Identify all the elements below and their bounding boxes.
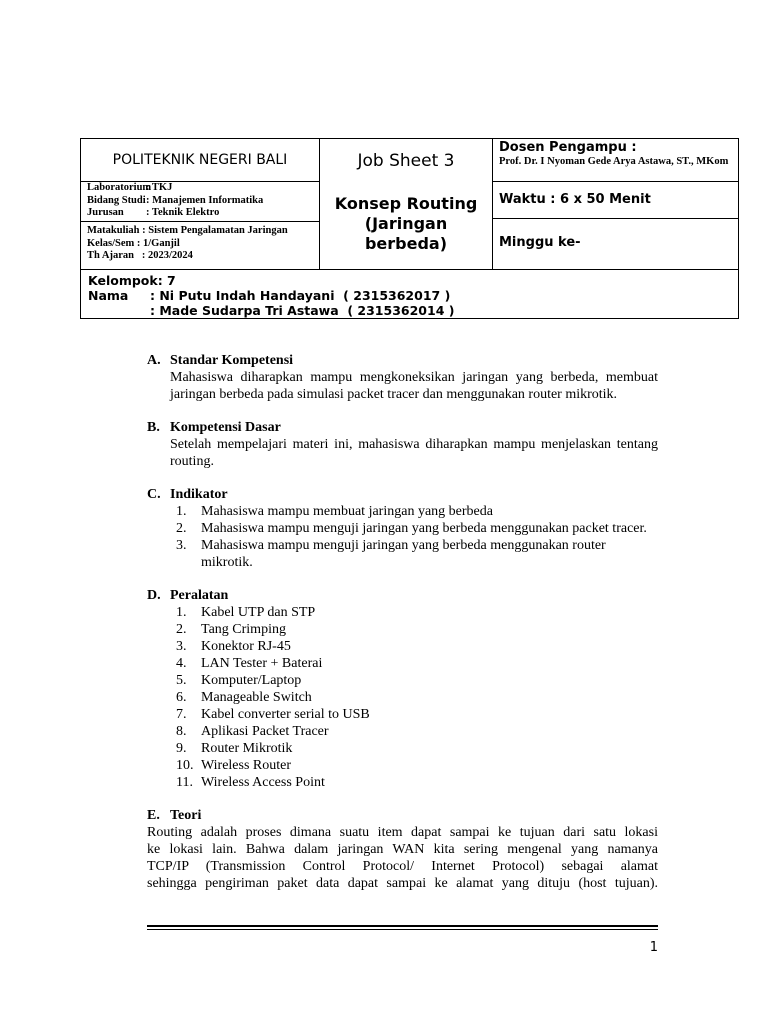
lab-value: : Teknik Elektro: [146, 207, 220, 218]
member-name: : Made Sudarpa Tri Astawa ( 2315362014 ): [150, 303, 455, 318]
list-text: Aplikasi Packet Tracer: [201, 724, 329, 739]
section-e: [147, 807, 658, 892]
member-row: [88, 288, 728, 303]
name-label-spacer: [88, 303, 150, 318]
list-number: 8.: [176, 724, 187, 739]
group-info: [88, 273, 728, 318]
footer-rule-thick: [147, 925, 658, 927]
list-text: Tang Crimping: [201, 622, 286, 637]
list-item: [147, 740, 658, 757]
list-number: 2.: [176, 622, 187, 637]
lab-info: [87, 182, 317, 220]
section-number: D.: [147, 588, 161, 603]
list-item: [147, 723, 658, 740]
lecturer-name: Prof. Dr. I Nyoman Gede Arya Astawa, ST., MKom: [499, 156, 729, 167]
theory-line: TCP/IP (Transmission Control Protocol/ Internet Protocol) sebagai alamat: [147, 859, 658, 874]
list-number: 5.: [176, 673, 187, 688]
list-item: [147, 689, 658, 706]
section-text: Setelah mempelajari materi ini, mahasiswa diharapkan mampu menjelaskan tentang routing.: [170, 437, 658, 469]
list-number: 1.: [176, 605, 187, 620]
table-divider: [492, 218, 738, 219]
list-number: 6.: [176, 690, 187, 705]
list-number: 11.: [176, 775, 193, 790]
theory-paragraph: [147, 824, 658, 892]
list-text: Kabel converter serial to USB: [201, 707, 370, 722]
footer-rule-thin: [147, 929, 658, 930]
lab-key: Laboratorium: [87, 182, 152, 193]
section-number: A.: [147, 353, 161, 368]
list-item: [147, 655, 658, 672]
member-name: : Ni Putu Indah Handayani ( 2315362017 ): [150, 288, 451, 303]
list-text: Wireless Router: [201, 758, 292, 773]
member-row: [88, 303, 728, 318]
topic-line: Konsep Routing: [334, 194, 478, 213]
section-c: [147, 486, 658, 571]
week-label: Minggu ke-: [499, 235, 581, 250]
course-info-line: Th Ajaran : 2023/2024: [87, 250, 193, 261]
lab-info-row: [87, 182, 317, 195]
list-text: Kabel UTP dan STP: [201, 605, 316, 620]
list-number: 2.: [176, 521, 187, 536]
list-text: Wireless Access Point: [201, 775, 325, 790]
list-item: [147, 520, 658, 537]
name-label: Nama: [88, 288, 129, 303]
section-heading: [147, 419, 658, 436]
list-item: [147, 604, 658, 621]
section-b: [147, 419, 658, 470]
lab-info-row: [87, 207, 317, 220]
list-text: Komputer/Laptop: [201, 673, 302, 688]
table-divider: [492, 181, 738, 182]
theory-line: sehingga pengiriman paket data dapat sampai ke alamat yang dituju (host tujuan).: [147, 876, 658, 891]
section-number: C.: [147, 487, 161, 502]
topic-line: berbeda): [364, 234, 448, 253]
course-info-line: Kelas/Sem : 1/Ganjil: [87, 237, 180, 249]
table-divider: [81, 221, 319, 222]
list-number: 4.: [176, 656, 187, 671]
group-number: Kelompok: 7: [88, 273, 176, 288]
list-text: Konektor RJ-45: [201, 639, 291, 654]
course-info: [87, 225, 317, 263]
section-number: B.: [147, 420, 160, 435]
section-title: Teori: [170, 808, 202, 823]
list-number: 7.: [176, 707, 187, 722]
section-title: Standar Kompetensi: [170, 353, 294, 368]
equipment-list: [147, 604, 658, 791]
list-item: [147, 672, 658, 689]
list-text: Mahasiswa mampu menguji jaringan yang berbeda menggunakan router mikrotik.: [201, 538, 606, 570]
list-text: LAN Tester + Baterai: [201, 656, 323, 671]
list-item: [147, 503, 658, 520]
job-sheet-topic: [320, 194, 492, 254]
section-heading: [147, 587, 658, 604]
list-number: 9.: [176, 741, 187, 756]
section-number: E.: [147, 808, 160, 823]
course-info-line: Matakuliah : Sistem Pengalamatan Jaringan: [87, 225, 288, 236]
section-heading: [147, 486, 658, 503]
section-text: Mahasiswa diharapkan mampu mengkoneksikan jaringan yang berbeda, membuat jaringan berbeda pada simulasi packet tracer dan menggunakan router mikrotik.: [170, 370, 658, 402]
job-sheet-title: Job Sheet 3: [357, 151, 455, 171]
lab-value: : TKJ: [146, 182, 173, 193]
lecturer-label: Dosen Pengampu :: [499, 140, 637, 155]
table-divider: [492, 139, 493, 269]
section-a: [147, 352, 658, 403]
list-text: Router Mikrotik: [201, 741, 293, 756]
list-number: 1.: [176, 504, 187, 519]
section-d: [147, 587, 658, 791]
lab-key: Jurusan: [87, 207, 124, 218]
header-table: [80, 138, 739, 319]
list-item: [147, 706, 658, 723]
theory-line: Routing adalah proses dimana suatu item dapat sampai ke tujuan dari satu lokasi: [147, 825, 658, 840]
lab-key: Bidang Studi: [87, 194, 146, 206]
document-body: [147, 352, 658, 892]
list-item: [147, 757, 658, 774]
lab-info-row: [87, 195, 317, 208]
list-item: [147, 537, 658, 571]
section-title: Kompetensi Dasar: [170, 420, 281, 435]
page-number: 1: [649, 940, 658, 955]
section-heading: [147, 352, 658, 369]
section-title: Peralatan: [170, 588, 229, 603]
list-number: 3.: [176, 538, 187, 553]
theory-line: ke lokasi lain. Bahwa dalam jaringan WAN kita sering mengenal yang namanya: [147, 842, 658, 857]
list-number: 3.: [176, 639, 187, 654]
table-divider: [81, 269, 738, 270]
lab-value: : Manajemen Informatika: [146, 194, 264, 206]
list-item: [147, 638, 658, 655]
list-item: [147, 774, 658, 791]
section-heading: [147, 807, 658, 824]
topic-line: (Jaringan: [364, 214, 448, 233]
list-text: Manageable Switch: [201, 690, 312, 705]
time-allocation: Waktu : 6 x 50 Menit: [499, 192, 651, 207]
list-number: 10.: [176, 758, 194, 773]
institution-name: POLITEKNIK NEGERI BALI: [112, 152, 288, 168]
list-text: Mahasiswa mampu menguji jaringan yang berbeda menggunakan packet tracer.: [201, 521, 647, 536]
list-text: Mahasiswa mampu membuat jaringan yang berbeda: [201, 504, 493, 519]
section-title: Indikator: [170, 487, 228, 502]
list-item: [147, 621, 658, 638]
